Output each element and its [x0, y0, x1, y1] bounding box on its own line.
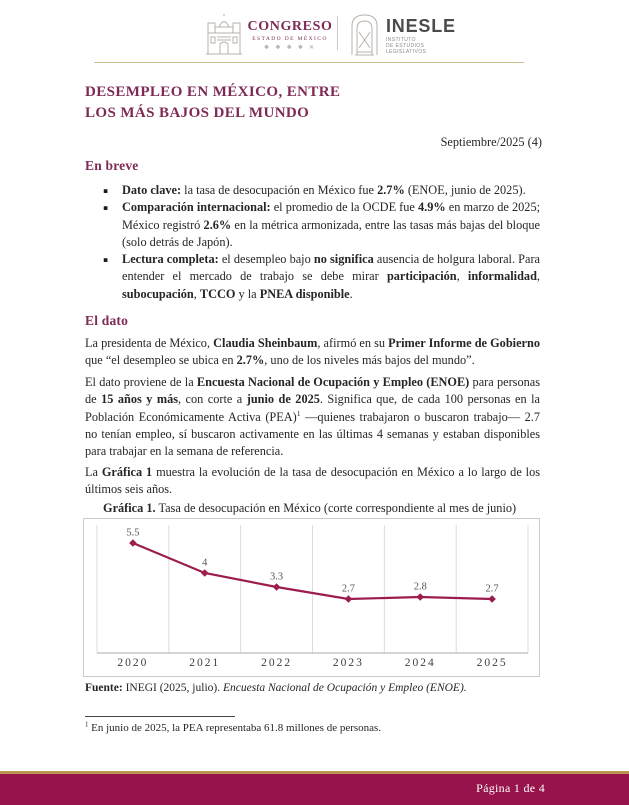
congreso-wordmark: CONGRESO — [247, 19, 333, 34]
congreso-ornaments-icon: ❖ ❖ ❖ ❖ ✕ — [263, 44, 317, 51]
el-dato-paragraph-1: La presidenta de México, Claudia Sheinbaum, afirmó en su Primer Informe de Gobierno que “el desempleo se ubica en 2.7%, uno de los niveles más bajos del mundo”. — [85, 336, 540, 368]
svg-text:2023: 2023 — [332, 657, 364, 669]
el-dato-paragraph-2: El dato proviene de la Encuesta Nacional de Ocupación y Empleo (ENOE) para personas de 15 años y más, con corte a junio de 2025. Significa que, de cada 100 personas en la Población Económicamente Activa (PEA)$^1$ —quienes trabajaron o buscaron trabajo— 2.7 no tenían empleo, sí buscaron activamente en las últimas 4 semanas y estaban disponibles para trabajar en la semana de referencia. — [85, 375, 540, 459]
chart-caption: Gráfica 1. Tasa de desocupación en México (corte correspondiente al mes de junio) — [103, 501, 517, 515]
svg-text:2021: 2021 — [189, 657, 221, 669]
svg-text:5.5: 5.5 — [126, 527, 140, 539]
issue-date: Septiembre/2025 (4) — [440, 135, 542, 149]
section-heading-el-dato: El dato — [85, 313, 129, 328]
svg-text:2.8: 2.8 — [413, 581, 427, 593]
congreso-logo — [245, 19, 335, 51]
congreso-subtitle: ESTADO DE MÉXICO — [252, 36, 328, 42]
congreso-building-icon — [205, 13, 243, 55]
svg-text:2024: 2024 — [404, 657, 436, 669]
inesle-wordmark: INESLE — [386, 16, 456, 36]
chart-canvas — [84, 519, 539, 676]
page-number: Página 1 de 4 — [476, 781, 545, 795]
bullet-item: ▪ Comparación internacional: el promedio de la OCDE fue 4.9% en marzo de 2025; México registró 2.6% en la métrica armonizada, entre las tasas más bajas del bloque (solo detrás de Japón). — [103, 199, 540, 251]
bullet-square-icon: ▪ — [103, 203, 109, 213]
bullet-item: ▪ Lectura completa: el desempleo bajo no significa ausencia de holgura laboral. Para entender el mercado de trabajo se debe mirar participación, informalidad, subocupación, TCCO y la PNEA disponible. — [103, 251, 540, 303]
en-breve-bullet-list — [103, 182, 540, 303]
bullet-square-icon: ▪ — [103, 255, 109, 265]
svg-text:2.7: 2.7 — [485, 583, 499, 595]
svg-text:2020: 2020 — [117, 657, 149, 669]
inesle-subtitle: INSTITUTO DE ESTUDIOS LEGISLATIVOS — [386, 37, 427, 55]
bullet-item: ▪ Dato clave: la tasa de desocupación en México fue 2.7% (ENOE, junio de 2025). — [103, 182, 540, 199]
section-heading-en-breve: En breve — [85, 158, 139, 173]
document-title: DESEMPLEO EN MÉXICO, ENTRE LOS MÁS BAJOS DEL MUNDO — [85, 84, 341, 121]
svg-text:2.7: 2.7 — [341, 583, 355, 595]
inesle-logo — [386, 17, 456, 55]
svg-text:2025: 2025 — [476, 657, 508, 669]
el-dato-paragraph-3: La Gráfica 1 muestra la evolución de la tasa de desocupación en México a lo largo de los últimos seis años. — [85, 465, 541, 497]
svg-text:3.3: 3.3 — [270, 571, 284, 583]
bullet-square-icon: ▪ — [103, 186, 109, 195]
footer-bar — [0, 774, 629, 805]
svg-text:4: 4 — [202, 557, 208, 569]
footnote-text: $^1$ En junio de 2025, la PEA representaba 61.8 millones de personas. — [85, 721, 382, 734]
inesle-arch-icon — [349, 12, 380, 56]
header-divider-line — [94, 62, 524, 63]
footnote-divider — [85, 716, 235, 717]
svg-text:2022: 2022 — [261, 657, 293, 669]
logo-divider — [337, 16, 338, 50]
grafica-1-line-chart — [83, 518, 540, 677]
chart-source-note: Fuente: INEGI (2025, julio). Encuesta Nacional de Ocupación y Empleo (ENOE). — [85, 682, 467, 694]
